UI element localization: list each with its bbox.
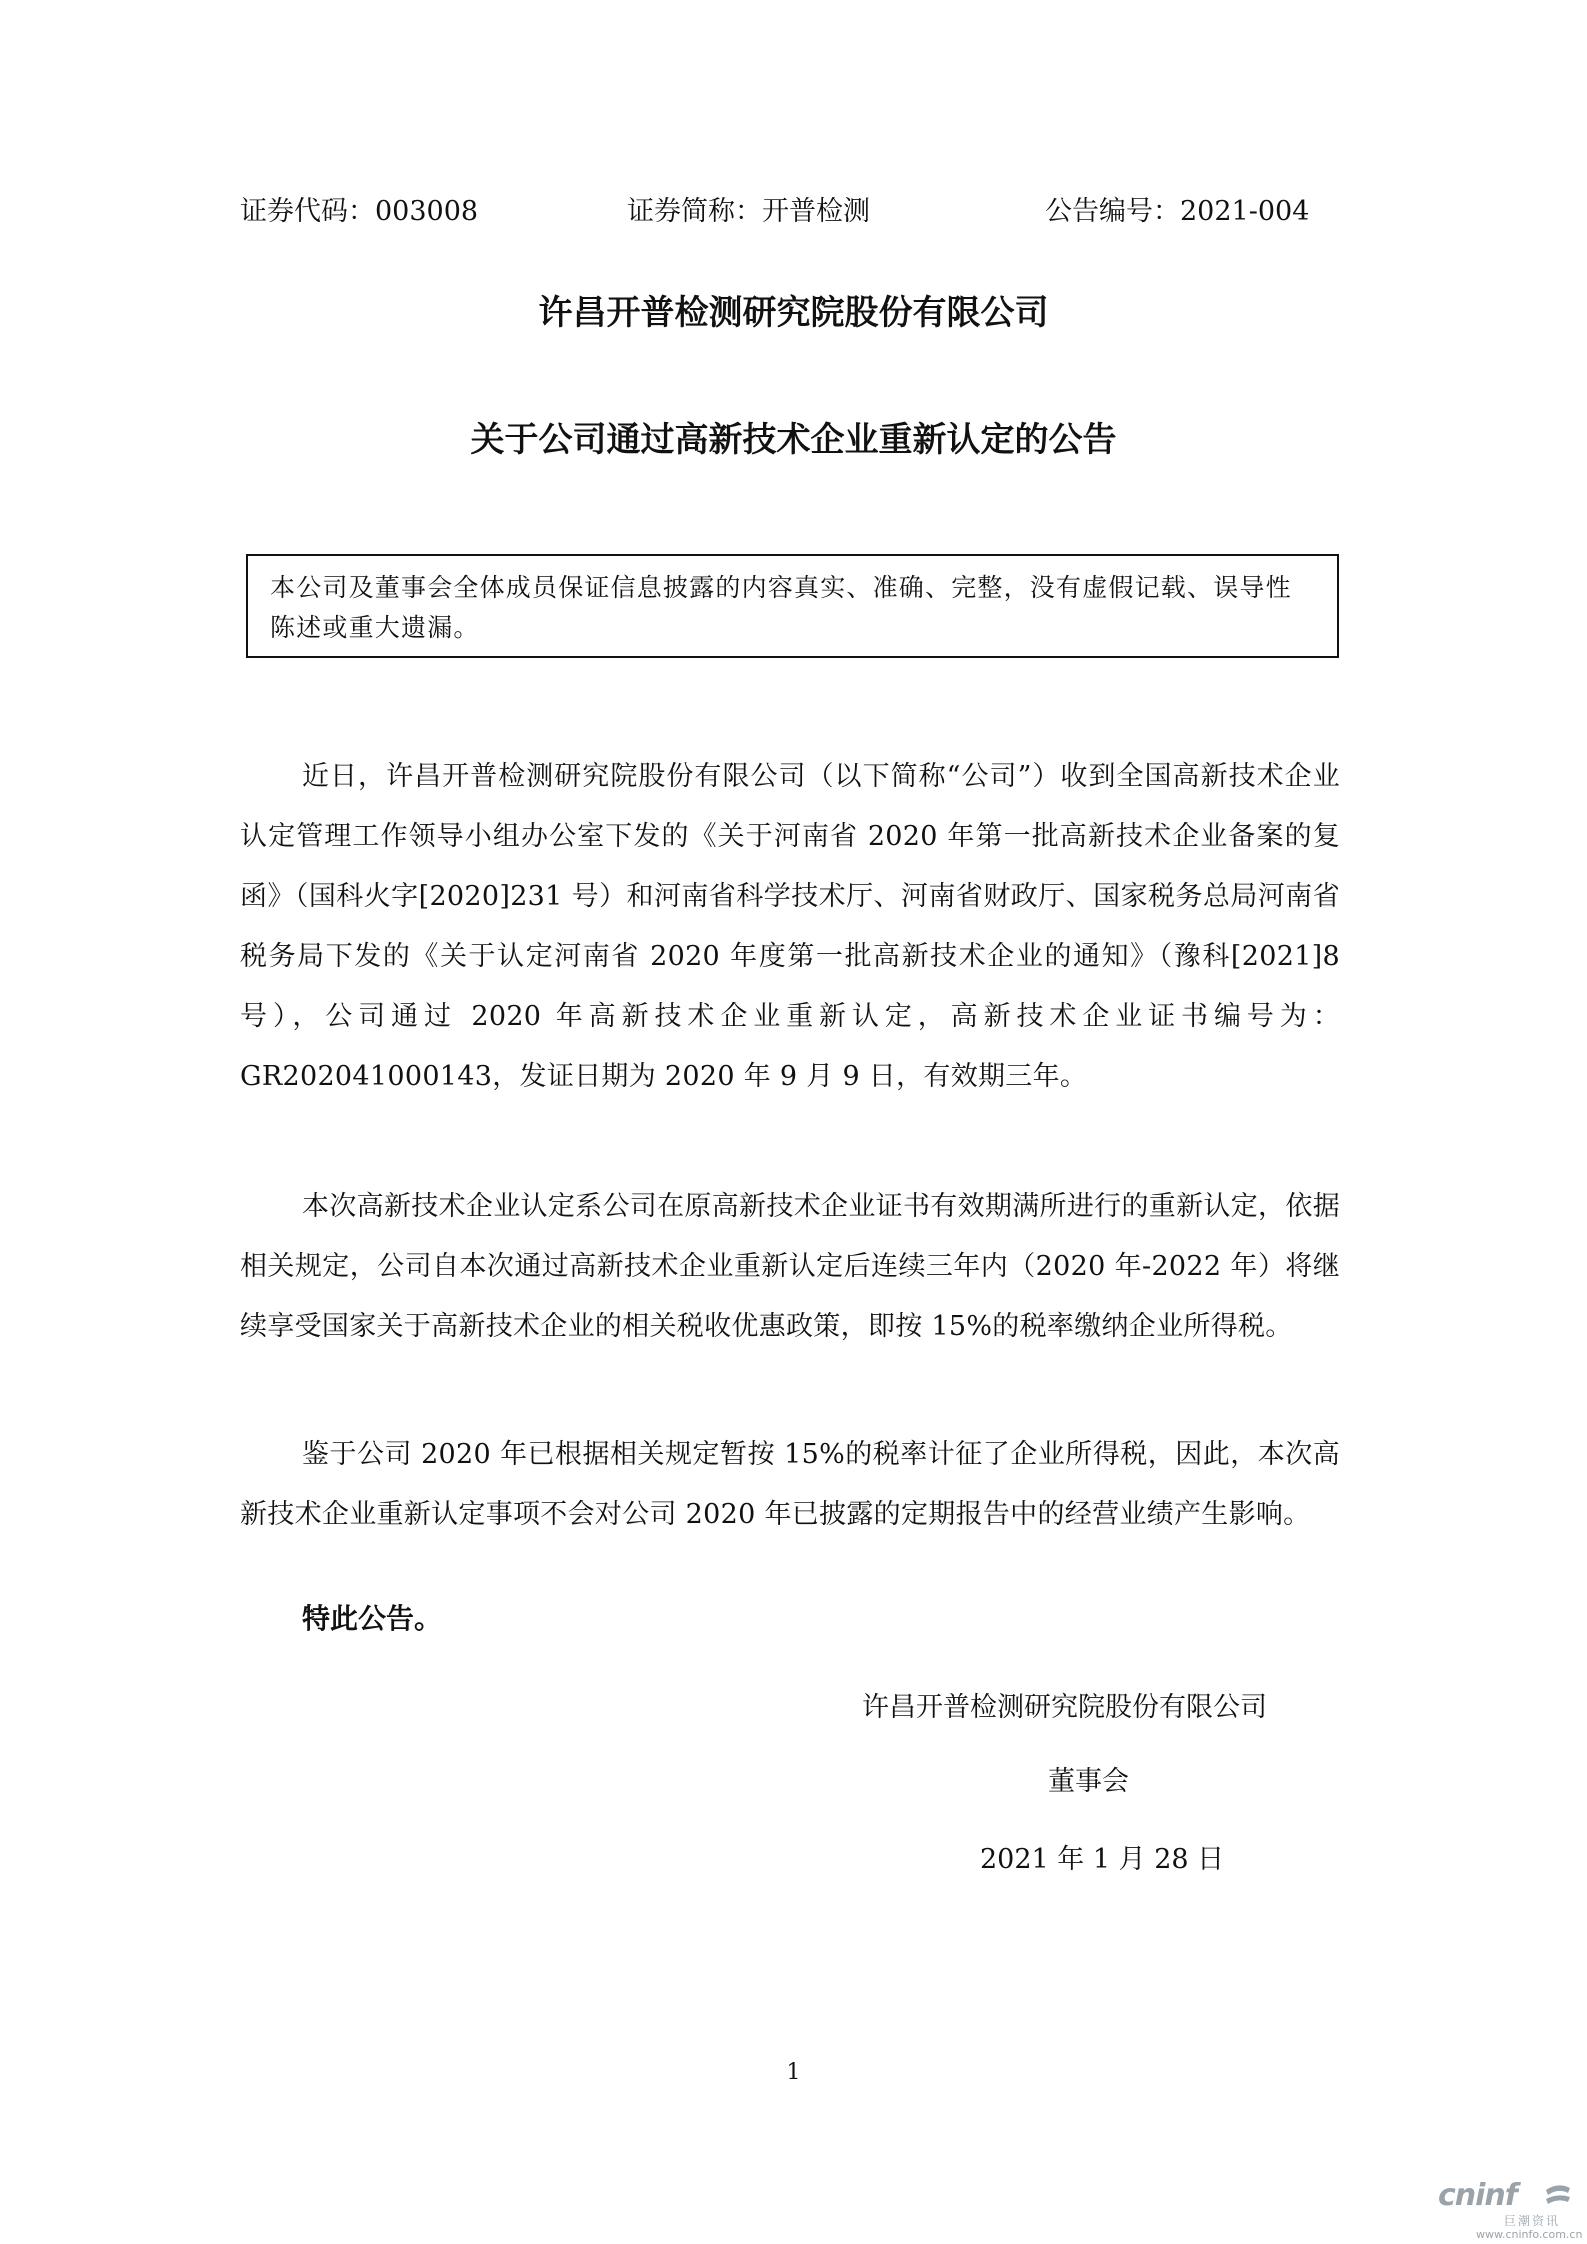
cninfo-watermark-logo <box>1438 2178 1583 2241</box>
document-header <box>240 190 1340 234</box>
body-paragraph-2: 本次高新技术企业认定系公司在原高新技术企业证书有效期满所进行的重新认定，依据相关规定，公司自本次通过高新技术企业重新认定后连续三年内（2020 年-2022 年）将继续享受国家关于高新技术企业的相关税收优惠政策，即按 15%的税率缴纳企业所得税。 <box>240 1191 1340 1342</box>
logo-chinese-name: 巨潮资讯 <box>1504 2214 1561 2228</box>
body-paragraph-1: 近日，许昌开普检测研究院股份有限公司（以下简称“公司”）收到全国高新技术企业认定管理工作领导小组办公室下发的《关于河南省 2020 年第一批高新技术企业备案的复函》（国科火字[2020]231 号）和河南省科学技术厅、河南省财政厅、国家税务总局河南省税务局下发的《关于认定河南省 2020 年度第一批高新技术企业的通知》（豫科[2021]8 号），公司通过 2020 年高新技术企业重新认定，高新技术企业证书编号为：GR202041000143，发证日期为 2020 年 9 月 9 日，有效期三年。 <box>240 761 1340 1092</box>
closing-statement: 特此公告。 <box>302 1602 443 1635</box>
stock-code: 证券代码：003008 <box>240 196 479 227</box>
signature-date: 2021 年 1 月 28 日 <box>980 1844 1225 1875</box>
cninfo-logo-icon <box>1542 2182 1574 2212</box>
signature-board: 董事会 <box>1048 1766 1129 1797</box>
notice-number: 公告编号：2021-004 <box>1045 196 1310 227</box>
stock-abbreviation: 证券简称：开普检测 <box>627 196 870 227</box>
signature-company: 许昌开普检测研究院股份有限公司 <box>862 1692 1267 1723</box>
disclaimer-box: 本公司及董事会全体成员保证信息披露的内容真实、准确、完整，没有虚假记载、误导性陈述或重大遗漏。 <box>246 554 1339 658</box>
logo-url: www.cninfo.com.cn <box>1476 2228 1583 2241</box>
page-number: 1 <box>786 2060 801 2085</box>
notice-title: 关于公司通过高新技术企业重新认定的公告 <box>470 420 1117 460</box>
body-paragraph-3: 鉴于公司 2020 年已根据相关规定暂按 15%的税率计征了企业所得税，因此，本次高新技术企业重新认定事项不会对公司 2020 年已披露的定期报告中的经营业绩产生影响。 <box>240 1439 1340 1530</box>
company-title: 许昌开普检测研究院股份有限公司 <box>538 293 1049 333</box>
logo-wordmark: cninf <box>1438 2178 1517 2213</box>
